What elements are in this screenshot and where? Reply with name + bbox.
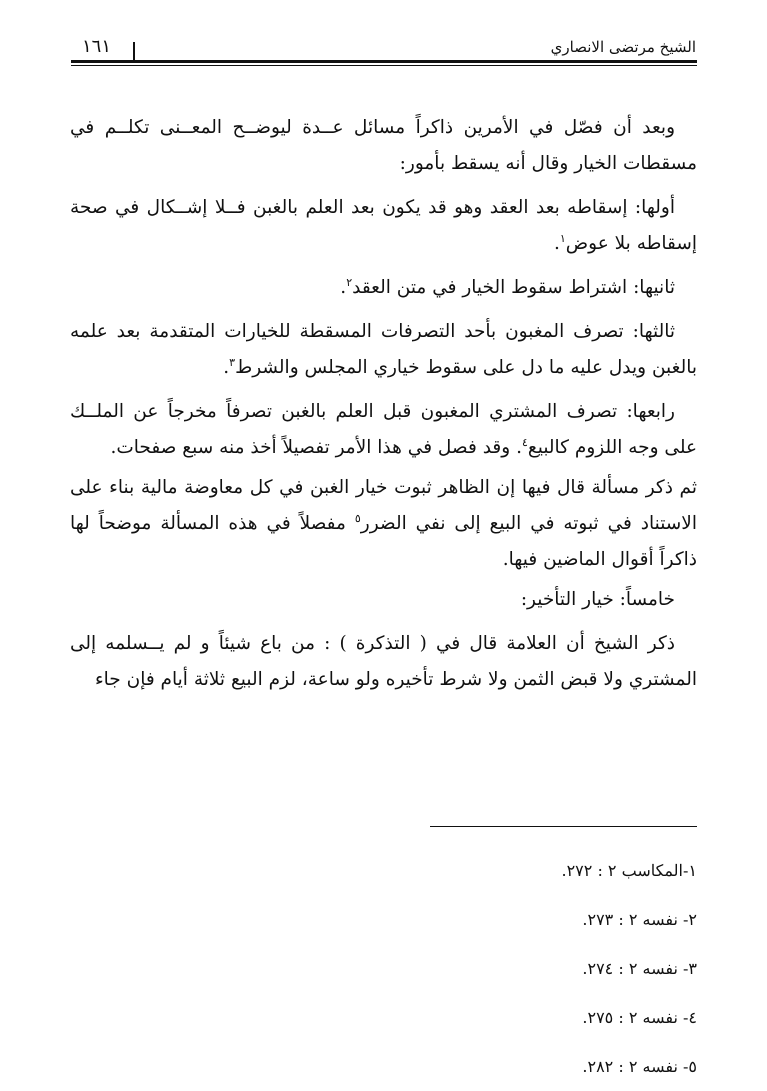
- footnote-ref: ٥: [354, 511, 361, 525]
- paragraph: وبعد أن فصّل في الأمرين ذاكراً مسائل عــدة ليوضــح المعــنى تكلــم في مسقطات الخيار وقال أنه يسقط بأمور:: [70, 117, 697, 174]
- footnote: ٤- نفسه ٢ : ٢٧٥.: [582, 1008, 697, 1027]
- footnote-ref: ٣: [229, 355, 236, 369]
- paragraph: رابعها: تصرف المشتري المغبون قبل العلم بالغبن تصرفاً مخرجاً عن الملــك على وجه اللزوم كالبيع$^٤$. وقد فصل في هذا الأمر تفصيلاً أخذ منه سبع صفحات.: [70, 401, 697, 458]
- footnote-ref: ٤: [521, 435, 528, 449]
- header-rule-tick: [133, 42, 135, 60]
- paragraph: أولها: إسقاطه بعد العقد وهو قد يكون بعد العلم بالغبن فــلا إشــكال في صحة إسقاطه بلا عوض$^١$.: [70, 197, 697, 254]
- footnote: ٣- نفسه ٢ : ٢٧٤.: [582, 959, 697, 978]
- paragraph: ثانيها: اشتراط سقوط الخيار في متن العقد$^٢$.: [340, 275, 675, 298]
- header-rule-secondary: [71, 65, 697, 66]
- footnote-ref: ٢: [346, 275, 353, 289]
- footnote: ٢- نفسه ٢ : ٢٧٣.: [582, 910, 697, 929]
- paragraph: ثم ذكر مسألة قال فيها إن الظاهر ثبوت خيار الغبن في كل معاوضة مالية بناء على الاستناد في ثبوته في البيع إلى نفي الضرر$^٥$ مفصلاً في هذه المسألة موضحاً لها ذاكراً أقوال الماضين فيها.: [70, 477, 697, 570]
- footnote-ref: ١: [559, 231, 566, 245]
- footnotes: [317, 846, 697, 1091]
- header-rule: [71, 60, 697, 63]
- footnote: ٥- نفسه ٢ : ٢٨٢.: [582, 1057, 697, 1076]
- running-header-title: الشيخ مرتضى الانصاري: [550, 38, 696, 56]
- footnote: ١-المكاسب ٢ : ٢٧٢.: [561, 861, 697, 880]
- paragraph: ذكر الشيخ أن العلامة قال في ( التذكرة ) : من باع شيئاً و لم يــسلمه إلى المشتري ولا قبض الثمن ولا شرط تأخيره ولو ساعة، لزم البيع ثلاثة أيام فإن جاء: [70, 633, 697, 690]
- body-text: [70, 110, 697, 706]
- section-heading: خامساً: خيار التأخير:: [520, 589, 675, 610]
- paragraph: ثالثها: تصرف المغبون بأحد التصرفات المسقطة للخيارات المتقدمة بعد علمه بالغبن ويدل عليه ما دل على سقوط خياري المجلس والشرط$^٣$.: [70, 321, 697, 378]
- footnote-separator: [430, 826, 697, 827]
- page-number: ١٦١: [82, 36, 112, 57]
